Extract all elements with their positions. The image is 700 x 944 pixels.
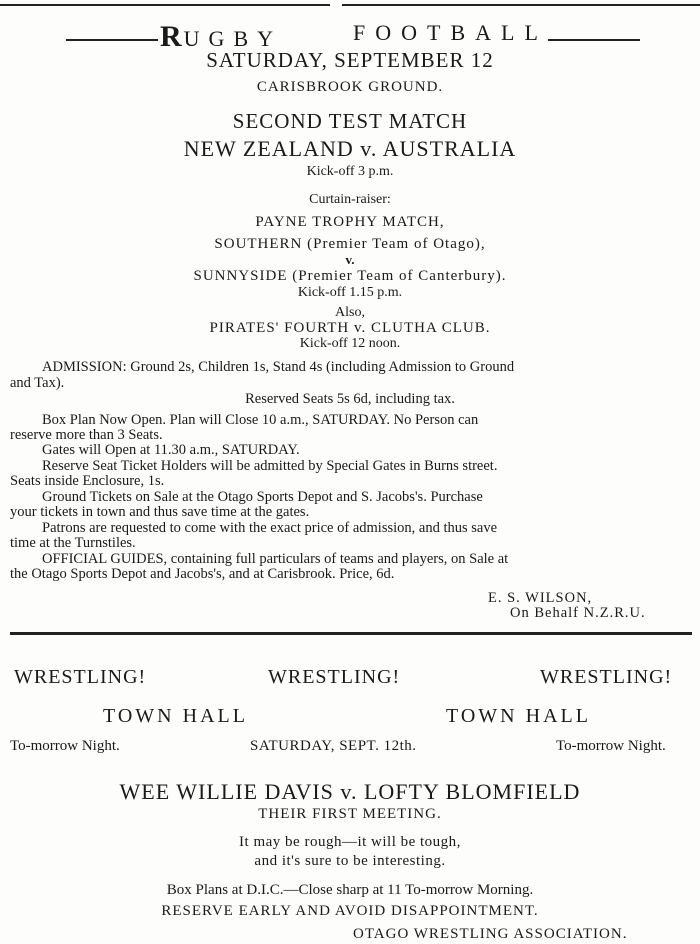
sunnyside-team: SUNNYSIDE (Premier Team of Canterbury). — [193, 268, 507, 284]
box-plans-line: Box Plans at D.I.C.—Close sharp at 11 To-morrow Morning. — [166, 882, 534, 898]
bout-title: WEE WILLIE DAVIS v. LOFTY BLOMFIELD — [119, 779, 581, 804]
reserve-early-line: RESERVE EARLY AND AVOID DISAPPOINTMENT. — [161, 903, 539, 919]
also-label: Also, — [335, 305, 365, 320]
reserved-seats: Reserved Seats 5s 6d, including tax. — [245, 391, 455, 407]
rugby-title-initial: R — [160, 20, 184, 53]
official-guides-line-1: OFFICIAL GUIDES, containing full particulars of teams and players, on Sale at — [42, 551, 509, 567]
interesting-line: and it's sure to be interesting. — [254, 853, 446, 869]
wrestling-heading-right: WRESTLING! — [540, 666, 673, 688]
title-rule-right — [548, 39, 640, 41]
patrons-line-2: time at the Turnstiles. — [10, 535, 136, 551]
top-rule-left — [0, 4, 330, 6]
curtain-raiser-label: Curtain-raiser: — [309, 192, 391, 207]
event-date: SATURDAY, SEPT. 12th. — [250, 738, 417, 754]
reserve-holders-line-2: Seats inside Enclosure, 1s. — [10, 473, 165, 489]
box-plan-line-1: Box Plan Now Open. Plan will Close 10 a.m., SATURDAY. No Person can — [42, 412, 479, 428]
match-teams: NEW ZEALAND v. AUSTRALIA — [183, 136, 517, 161]
football-title-word: FOOTBALL — [353, 20, 548, 45]
official-guides-line-2: the Otago Sports Depot and Jacobs's, and at Carisbrook. Price, 6d. — [10, 566, 395, 582]
venue-right: TOWN HALL — [446, 705, 591, 727]
signature-behalf: On Behalf N.Z.R.U. — [510, 605, 646, 621]
section-divider — [10, 632, 692, 635]
kickoff-time: Kick-off 3 p.m. — [306, 164, 394, 179]
venue-left: TOWN HALL — [103, 705, 248, 727]
versus-label: v. — [345, 252, 355, 267]
admission-line-1: ADMISSION: Ground 2s, Children 1s, Stand 4s (including Admission to Ground — [42, 359, 515, 375]
time-left: To-morrow Night. — [10, 738, 120, 754]
ground-tickets-line-2: your tickets in town and thus save time at the gates. — [10, 504, 310, 520]
ground-name: CARISBROOK GROUND. — [256, 79, 444, 95]
wrestling-heading-center: WRESTLING! — [268, 666, 401, 688]
admission-line-2: and Tax). — [10, 375, 65, 391]
southern-team: SOUTHERN (Premier Team of Otago), — [214, 236, 486, 252]
association-name: OTAGO WRESTLING ASSOCIATION. — [353, 926, 628, 942]
kickoff-time-2: Kick-off 1.15 p.m. — [297, 285, 403, 300]
wrestling-heading-left: WRESTLING! — [14, 666, 147, 688]
match-title: SECOND TEST MATCH — [232, 109, 468, 133]
box-plan-line-2: reserve more than 3 Seats. — [10, 427, 163, 443]
patrons-line-1: Patrons are requested to come with the exact price of admission, and thus save — [42, 520, 498, 536]
rough-line: It may be rough—it will be tough, — [239, 834, 461, 850]
payne-trophy-match: PAYNE TROPHY MATCH, — [255, 214, 445, 230]
gates-open: Gates will Open at 11.30 a.m., SATURDAY. — [42, 442, 300, 458]
pirates-match: PIRATES' FOURTH v. CLUTHA CLUB. — [209, 320, 491, 336]
top-rule-right — [342, 4, 700, 6]
match-date: SATURDAY, SEPTEMBER 12 — [206, 48, 494, 72]
kickoff-time-3: Kick-off 12 noon. — [299, 336, 401, 351]
rugby-title-rest: UGBY — [183, 26, 283, 51]
ground-tickets-line-1: Ground Tickets on Sale at the Otago Sports Depot and S. Jacobs's. Purchase — [42, 489, 483, 505]
title-rule-left — [66, 39, 158, 41]
first-meeting: THEIR FIRST MEETING. — [258, 806, 442, 822]
time-right: To-morrow Night. — [556, 738, 666, 754]
reserve-holders-line-1: Reserve Seat Ticket Holders will be admitted by Special Gates in Burns street. — [42, 458, 498, 474]
signature-name: E. S. WILSON, — [488, 590, 593, 606]
